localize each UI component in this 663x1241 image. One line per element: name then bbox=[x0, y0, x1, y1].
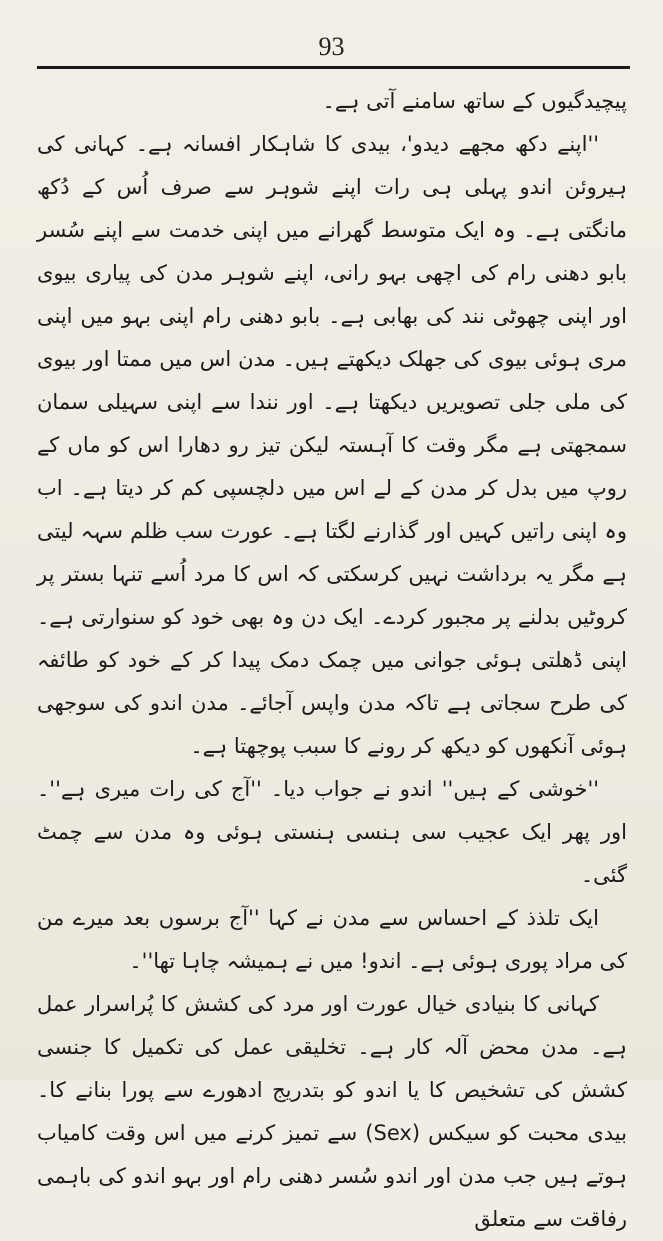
paragraph: ''اپنے دکھ مجھے دیدو'، بیدی کا شاہکار افسانہ ہے۔ کہانی کی ہیروئن اندو پہلی ہی رات اپنے شوہر سے صرف اُس کے دُکھ مانگتی ہے۔ وہ ایک متوسط گھرانے میں اپنی خدمت سے اپنے سُسر بابو دھنی رام کی اچھی بہو رانی، اپنے شوہر مدن کی پیاری بیوی اور اپنی چھوٹی نند کی بھابی ہے۔ بابو دھنی رام اپنی بہو میں اپنی مری ہوئی بیوی کی جھلک دیکھتے ہیں۔ مدن اس میں ممتا اور بیوی کی ملی جلی تصویریں دیکھتا ہے۔ اور نندا سے اپنی سہیلی سمان سمجھتی ہے مگر وقت کا آہستہ لیکن تیز رو دھارا اس کو ماں کے روپ میں بدل کر مدن کے لے اس میں دلچسپی کم کر دیتا ہے۔ اب وہ اپنی راتیں کہیں اور گذارنے لگتا ہے۔ عورت سب ظلم سہہ لیتی ہے مگر یہ برداشت نہیں کرسکتی کہ اس کا مرد اُسے تنہا بستر پر کروٹیں بدلنے پر مجبور کردے۔ ایک دن وہ بھی خود کو سنوارتی ہے۔ اپنی ڈھلتی ہوئی جوانی میں چمک دمک پیدا کر کے خود کو طائفہ کی طرح سجاتی ہے تاکہ مدن واپس آجائے۔ مدن اندو کی سوجھی ہوئی آنکھوں کو دیکھ کر رونے کا سبب پوچھتا ہے۔ bbox=[37, 132, 627, 758]
paragraph: پیچیدگیوں کے ساتھ سامنے آتی ہے۔ bbox=[322, 89, 627, 113]
body-text bbox=[37, 80, 627, 1241]
page-number: 93 bbox=[318, 32, 345, 61]
paragraph: کہانی کا بنیادی خیال عورت اور مرد کی کشش کا پُراسرار عمل ہے۔ مدن محض آلہ کار ہے۔ تخلیقی عمل کی تکمیل کا جنسی کشش کی تشخیص کا یا اندو کو بتدریج ادھورے سے پورا بنانے کا۔ بیدی محبت کو سیکس (Sex) سے تمیز کرنے میں اس وقت کامیاب ہوتے ہیں جب مدن اور اندو سُسر دھنی رام اور بہو اندو کی باہمی رفاقت سے متعلق bbox=[37, 992, 627, 1231]
header-rule bbox=[37, 66, 630, 69]
paragraph: ''خوشی کے ہیں'' اندو نے جواب دیا۔ ''آج کی رات میری ہے''۔ اور پھر ایک عجیب سی ہنسی ہنستی ہوئی وہ مدن سے چمٹ گئی۔ bbox=[37, 777, 627, 887]
paragraph: ایک تلذذ کے احساس سے مدن نے کہا ''آج برسوں بعد میرے من کی مراد پوری ہوئی ہے۔ اندو! میں نے ہمیشہ چاہا تھا''۔ bbox=[37, 906, 627, 973]
